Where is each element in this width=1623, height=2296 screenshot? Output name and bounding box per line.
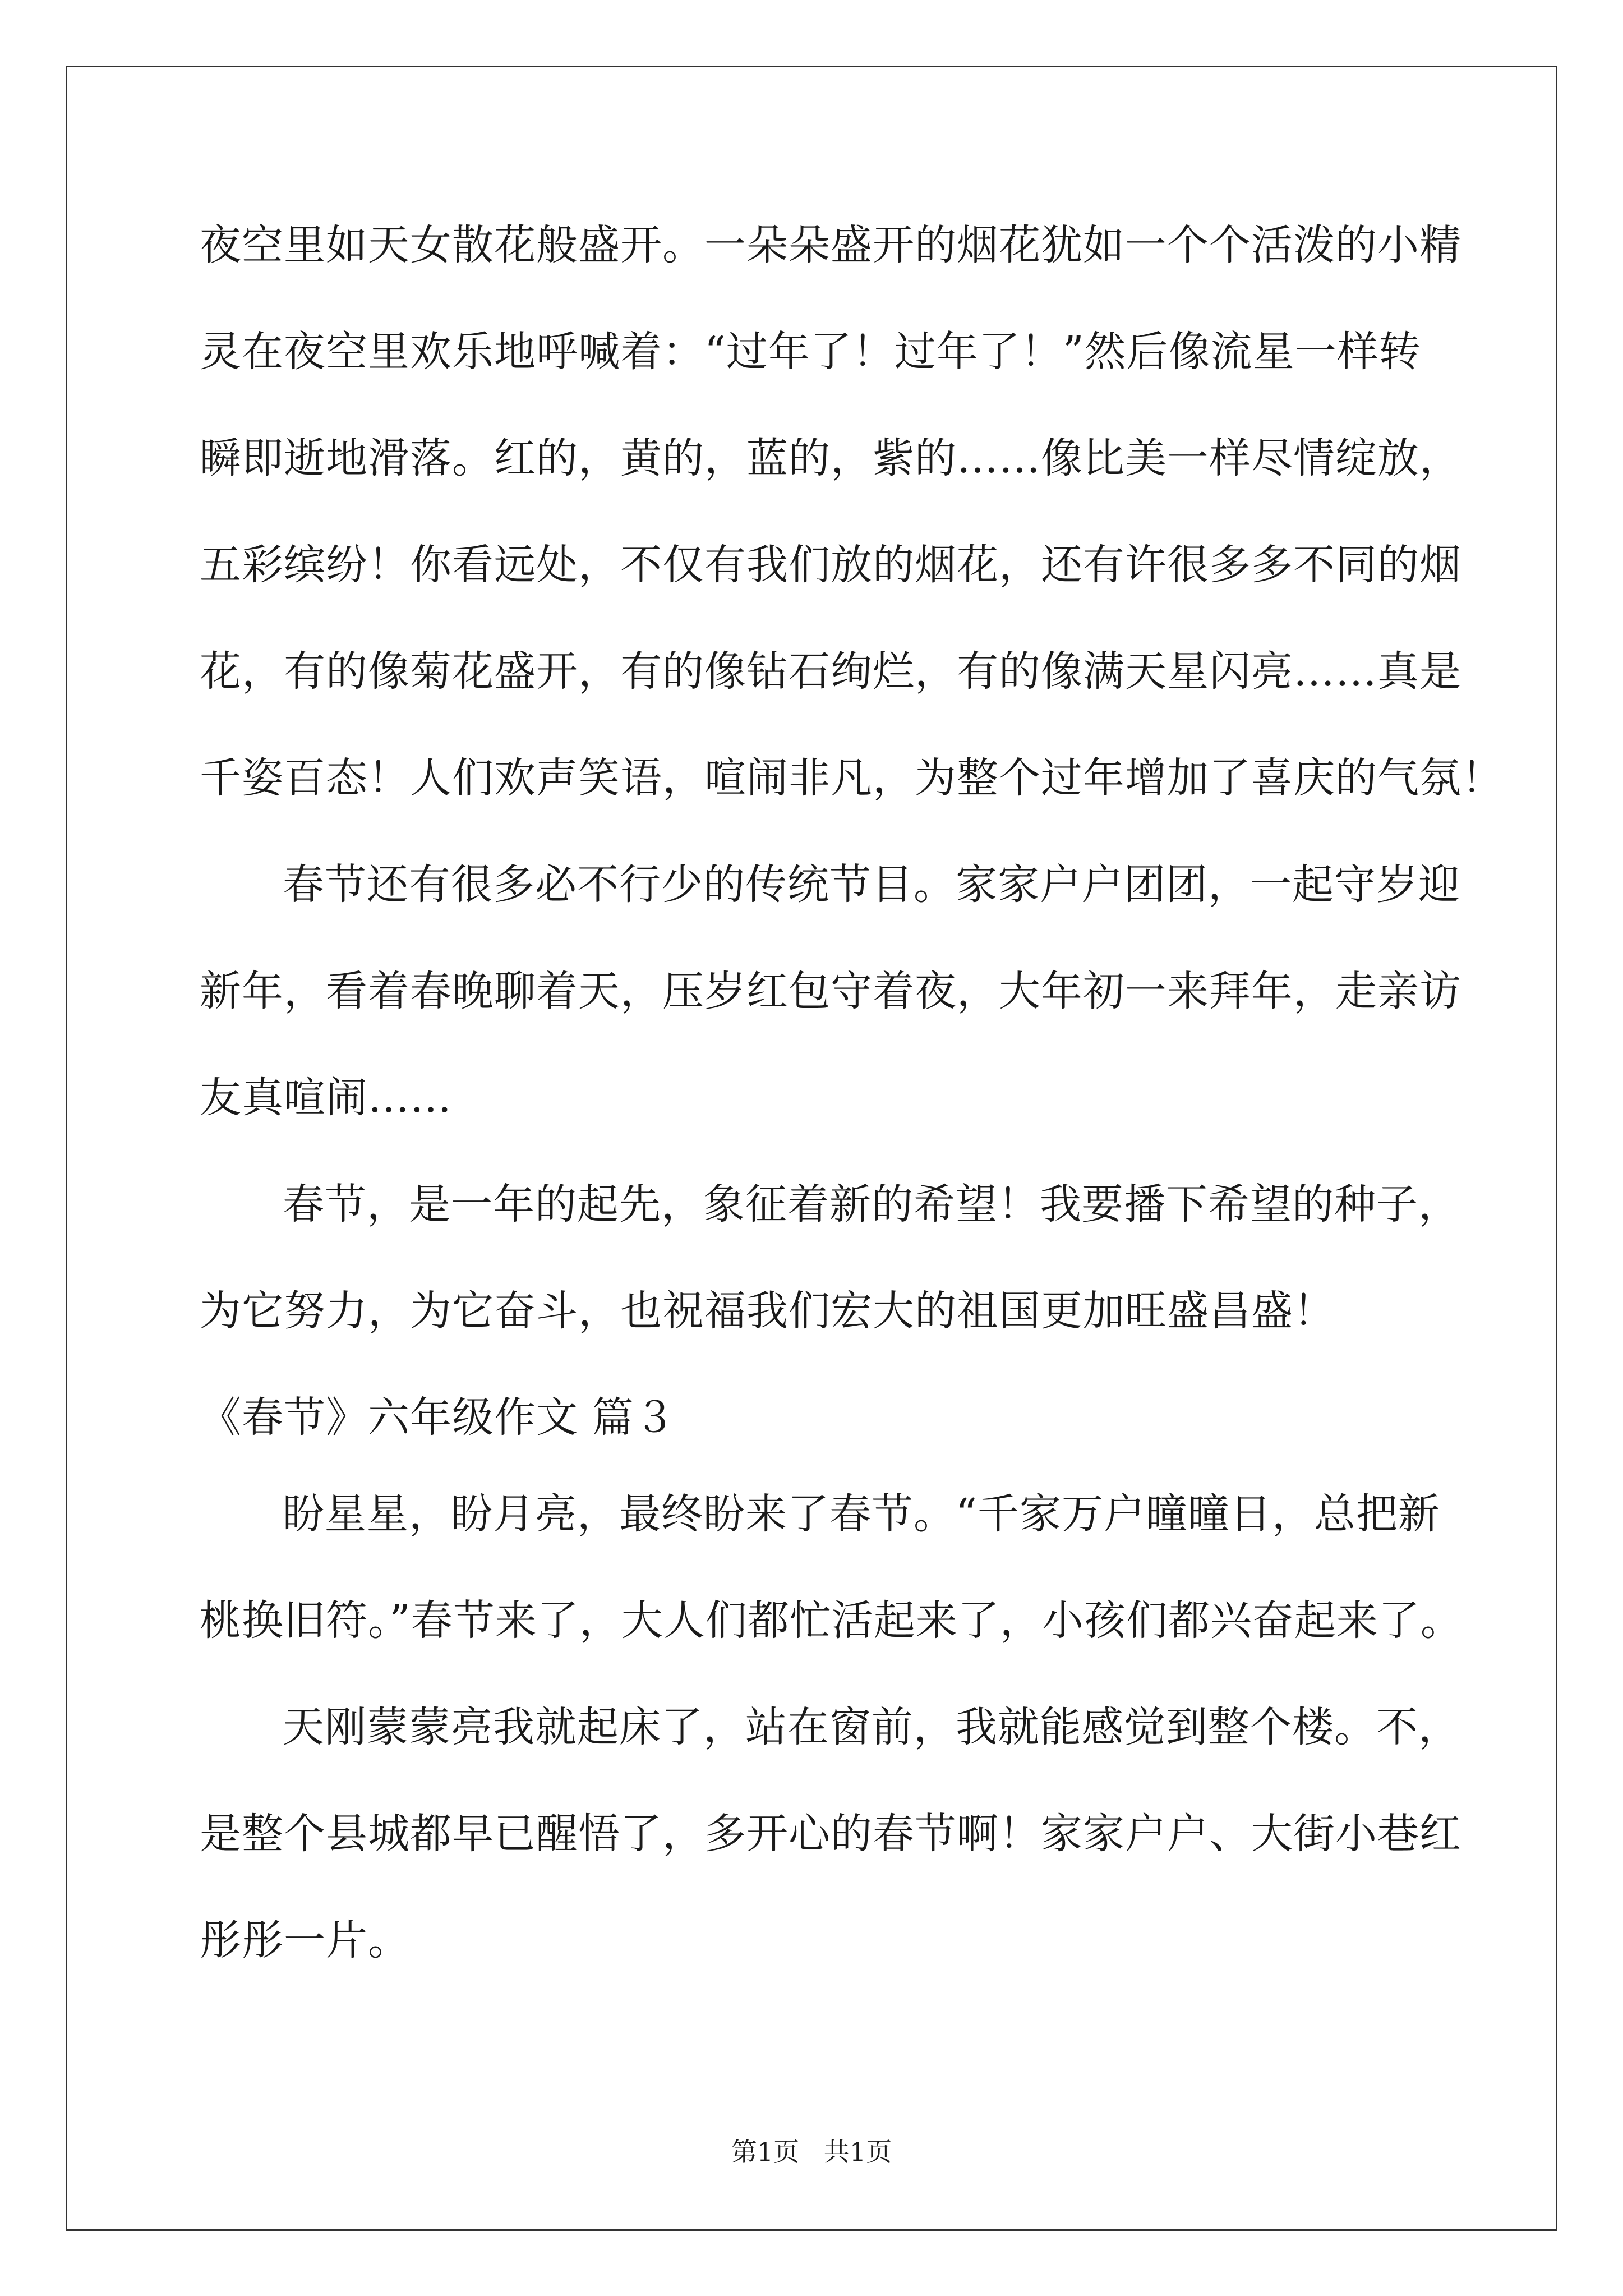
- text-line: 花，有的像菊花盛开，有的像钻石绚烂，有的像满天星闪亮……真是: [200, 647, 1461, 696]
- paragraph-start-line: 天刚蒙蒙亮我就起床了，站在窗前，我就能感觉到整个楼。不，: [283, 1703, 1460, 1751]
- paragraph-start-line: 盼星星，盼月亮，最终盼来了春节。“千家万户曈曈日，总把新: [283, 1490, 1440, 1538]
- text-line: 瞬即逝地滑落。红的，黄的，蓝的，紫的……像比美一样尽情绽放，: [200, 434, 1461, 482]
- section-heading: 《春节》六年级作文 篇３: [200, 1393, 676, 1442]
- paragraph-start-line: 春节还有很多必不行少的传统节目。家家户户团团，一起守岁迎: [283, 861, 1460, 909]
- text-line: 桃换旧符。”春节来了，大人们都忙活起来了，小孩们都兴奋起来了。: [200, 1596, 1463, 1645]
- text-line: 彤彤一片。: [200, 1916, 410, 1964]
- text-line: 为它努力，为它奋斗，也祝福我们宏大的祖国更加旺盛昌盛！: [200, 1287, 1335, 1335]
- text-line: 是整个县城都早已醒悟了，多开心的春节啊！家家户户、大街小巷红: [200, 1810, 1461, 1858]
- text-line: 千姿百态！人们欢声笑语，喧闹非凡，为整个过年增加了喜庆的气氛！: [200, 754, 1504, 802]
- text-line: 夜空里如天女散花般盛开。一朵朵盛开的烟花犹如一个个活泼的小精: [200, 221, 1461, 269]
- page-footer: 第1页 共1页: [731, 2137, 892, 2167]
- text-line: 新年，看着春晚聊着天，压岁红包守着夜，大年初一来拜年，走亲访: [200, 967, 1461, 1015]
- document-body: [200, 221, 1504, 2026]
- text-line: 五彩缤纷！你看远处，不仅有我们放的烟花，还有许很多多不同的烟: [200, 541, 1461, 589]
- paragraph-start-line: 春节，是一年的起先，象征着新的希望！我要播下希望的种子，: [283, 1180, 1460, 1228]
- text-line: 友真喧闹……: [200, 1074, 452, 1122]
- text-line: 灵在夜空里欢乐地呼喊着：“过年了！过年了！”然后像流星一样转: [200, 328, 1421, 376]
